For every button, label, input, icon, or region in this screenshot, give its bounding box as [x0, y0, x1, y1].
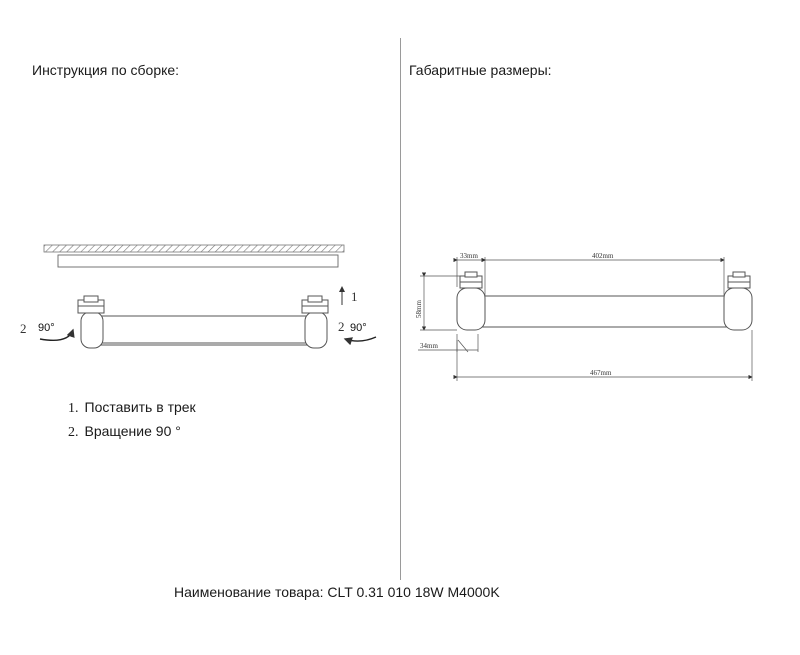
dimensions-heading: Габаритные размеры: — [409, 62, 552, 78]
insert-arrow — [342, 287, 358, 305]
dim-right-adapter — [724, 272, 752, 330]
step-text: Вращение 90 ° — [84, 423, 181, 439]
ceiling-track — [44, 245, 344, 267]
dimension-diagram — [415, 252, 752, 381]
right-adapter — [302, 296, 328, 348]
right-rotation — [338, 319, 376, 341]
rotation-angle-left: 90° — [38, 322, 55, 334]
left-rotation — [20, 321, 73, 340]
rotate-step-number-left: 2 — [20, 321, 27, 336]
product-name: Наименование товара: CLT 0.31 010 18W M4000K — [174, 584, 500, 600]
rotate-arrow-icon — [345, 337, 376, 341]
step-number: 2. — [68, 425, 79, 440]
insert-step-number: 1 — [351, 289, 358, 304]
body-length-label: 402mm — [592, 252, 614, 260]
height-label: 58mm — [415, 300, 423, 318]
diameter-label: 34mm — [420, 342, 438, 350]
lamp-body — [97, 316, 317, 345]
total-length-label: 467mm — [590, 369, 612, 377]
assembly-instructions-heading: Инструкция по сборке: — [32, 62, 180, 78]
assembly-steps — [68, 396, 196, 444]
dim-left-adapter — [457, 272, 485, 330]
step-number: 1. — [68, 401, 79, 416]
rotation-angle-right: 90° — [350, 322, 367, 334]
rotate-step-number-right: 2 — [338, 319, 345, 334]
assembly-diagram — [20, 245, 376, 348]
left-adapter — [78, 296, 104, 348]
adapter-width-label: 33mm — [460, 252, 478, 260]
dim-lamp-body — [474, 296, 734, 327]
step-2 — [68, 420, 196, 444]
step-1 — [68, 396, 196, 420]
step-text: Поставить в трек — [84, 399, 196, 415]
